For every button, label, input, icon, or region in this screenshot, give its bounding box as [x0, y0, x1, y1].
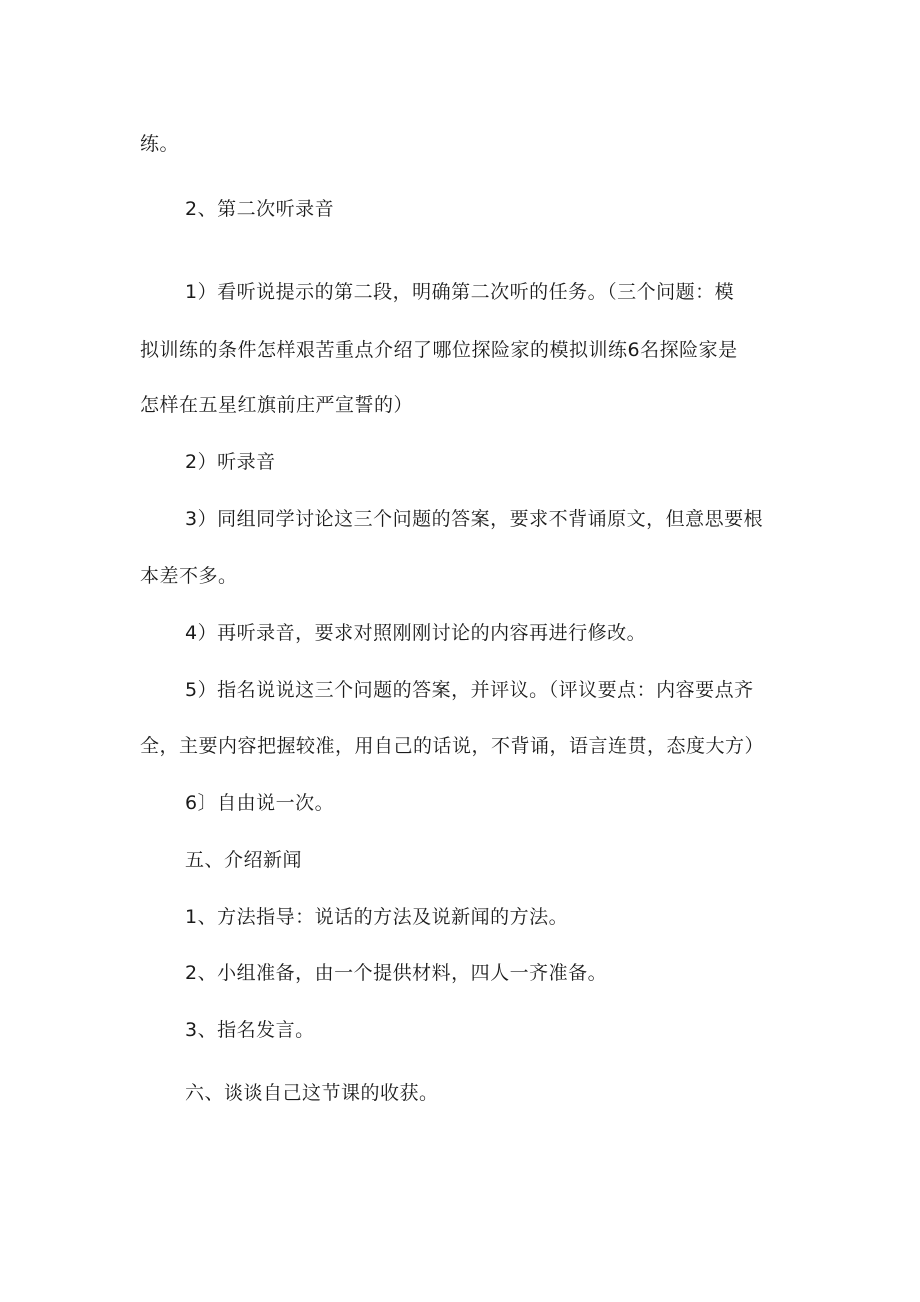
- text-line: 1、方法指导：说话的方法及说新闻的方法。: [185, 906, 569, 928]
- text-line: 4）再听录音，要求对照刚刚讨论的内容再进行修改。: [185, 622, 647, 644]
- text-line: 6〕自由说一次。: [185, 792, 335, 814]
- text-line: 3）同组同学讨论这三个问题的答案，要求不背诵原文，但意思要根: [185, 508, 764, 530]
- text-line: 1）看听说提示的第二段，明确第二次听的任务。（三个问题：模: [185, 281, 735, 303]
- text-line: 2、小组准备，由一个提供材料，四人一齐准备。: [185, 962, 608, 984]
- text-line: 怎样在五星红旗前庄严宣誓的）: [140, 394, 414, 416]
- text-line: 5）指名说说这三个问题的答案，并评议。（评议要点：内容要点齐: [185, 679, 754, 701]
- text-line: 拟训练的条件怎样艰苦重点介绍了哪位探险家的模拟训练6名探险家是: [140, 339, 738, 361]
- text-line: 五、介绍新闻: [185, 849, 303, 871]
- text-line: 练。: [140, 133, 180, 155]
- text-line: 3、指名发言。: [185, 1019, 315, 1041]
- text-line: 本差不多。: [140, 565, 238, 587]
- text-line: 2）听录音: [185, 451, 276, 473]
- text-line: 2、第二次听录音: [185, 198, 335, 220]
- text-line: 全，主要内容把握较准，用自己的话说，不背诵，语言连贯，态度大方）: [140, 735, 765, 757]
- text-line: 六、谈谈自己这节课的收获。: [185, 1082, 439, 1104]
